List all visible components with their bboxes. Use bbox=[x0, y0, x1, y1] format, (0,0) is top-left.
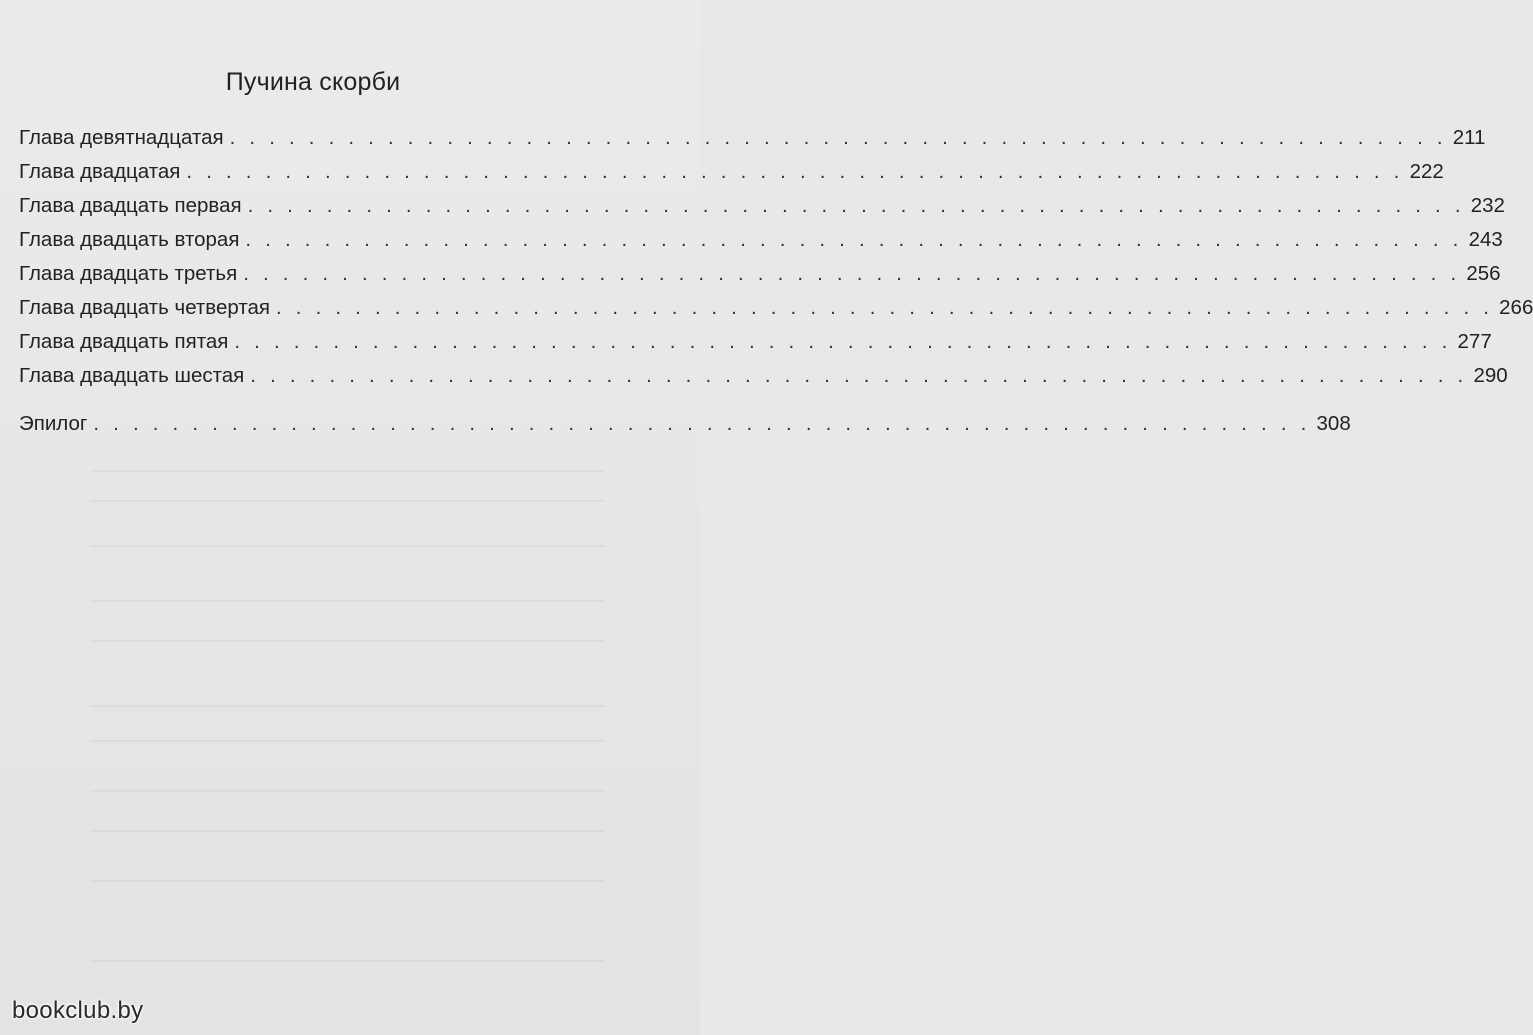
toc-entry-label: Глава двадцать пятая bbox=[19, 330, 229, 353]
toc-entry-label: Эпилог bbox=[19, 412, 88, 435]
toc-entry-label: Глава двадцать третья bbox=[19, 262, 238, 285]
toc-leader-dots: . . . . . . . . . . . . . . . . . . . . . . . . . . . . . . . . . . . . . . . . . . . . . . . . . . . . . . . . . . . . . . bbox=[93, 412, 1311, 435]
site-watermark: bookclub.by bbox=[12, 997, 144, 1024]
toc-leader-dots: . . . . . . . . . . . . . . . . . . . . . . . . . . . . . . . . . . . . . . . . . . . . . . . . . . . . . . . . . . . . . . bbox=[186, 160, 1404, 183]
section-title: Пучина скорби bbox=[225, 68, 401, 96]
toc-entry-label: Глава двадцать шестая bbox=[19, 364, 245, 387]
toc-entry bbox=[19, 126, 1486, 160]
toc-entry bbox=[19, 228, 1503, 262]
show-through-line bbox=[90, 740, 605, 742]
toc-entry-page: 211 bbox=[1452, 126, 1486, 149]
toc-entry-label: Глава двадцать вторая bbox=[19, 228, 240, 251]
toc-entry-page: 232 bbox=[1470, 194, 1505, 217]
show-through-line bbox=[90, 790, 605, 792]
toc-leader-dots: . . . . . . . . . . . . . . . . . . . . . . . . . . . . . . . . . . . . . . . . . . . . . . . . . . . . . . . . . . . . . . bbox=[229, 126, 1447, 149]
show-through-line bbox=[90, 830, 605, 832]
toc-entry-page: 243 bbox=[1468, 228, 1503, 251]
show-through-line bbox=[90, 640, 605, 642]
toc-leader-dots: . . . . . . . . . . . . . . . . . . . . . . . . . . . . . . . . . . . . . . . . . . . . . . . . . . . . . . . . . . . . . . bbox=[275, 296, 1494, 319]
toc-entry-page: 222 bbox=[1409, 160, 1444, 183]
toc-entry-page: 266 bbox=[1499, 296, 1533, 319]
toc-entry-label: Глава двадцать первая bbox=[19, 194, 242, 217]
toc-entry-label: Глава двадцать четвертая bbox=[19, 296, 270, 319]
toc-entry-label: Глава девятнадцатая bbox=[19, 126, 224, 149]
toc-leader-dots: . . . . . . . . . . . . . . . . . . . . . . . . . . . . . . . . . . . . . . . . . . . . . . . . . . . . . . . . . . . . . . bbox=[234, 330, 1452, 353]
show-through-line bbox=[90, 880, 605, 882]
toc-entry-page: 277 bbox=[1457, 330, 1492, 353]
toc-entry-page: 308 bbox=[1316, 412, 1351, 435]
show-through-line bbox=[90, 705, 605, 707]
show-through-line bbox=[90, 545, 605, 547]
show-through-line bbox=[90, 960, 605, 962]
toc-entry-page: 290 bbox=[1473, 364, 1508, 387]
show-through-line bbox=[90, 500, 605, 502]
toc-entry bbox=[19, 296, 1533, 330]
toc-leader-dots: . . . . . . . . . . . . . . . . . . . . . . . . . . . . . . . . . . . . . . . . . . . . . . . . . . . . . . . . . . . . . . bbox=[243, 262, 1461, 285]
toc-leader-dots: . . . . . . . . . . . . . . . . . . . . . . . . . . . . . . . . . . . . . . . . . . . . . . . . . . . . . . . . . . . . . . bbox=[245, 228, 1463, 251]
toc-entry bbox=[19, 160, 1444, 194]
table-of-contents bbox=[19, 126, 1533, 446]
toc-entry-epilogue bbox=[19, 412, 1351, 446]
toc-entry bbox=[19, 330, 1492, 364]
show-through-line bbox=[90, 600, 605, 602]
show-through-line bbox=[90, 470, 605, 472]
toc-leader-dots: . . . . . . . . . . . . . . . . . . . . . . . . . . . . . . . . . . . . . . . . . . . . . . . . . . . . . . . . . . . . . . bbox=[250, 364, 1468, 387]
toc-entry-page: 256 bbox=[1466, 262, 1501, 285]
toc-entry bbox=[19, 364, 1508, 398]
toc-entry-label: Глава двадцатая bbox=[19, 160, 181, 183]
toc-entry bbox=[19, 194, 1505, 228]
toc-entry bbox=[19, 262, 1501, 296]
toc-leader-dots: . . . . . . . . . . . . . . . . . . . . . . . . . . . . . . . . . . . . . . . . . . . . . . . . . . . . . . . . . . . . . . bbox=[247, 194, 1465, 217]
